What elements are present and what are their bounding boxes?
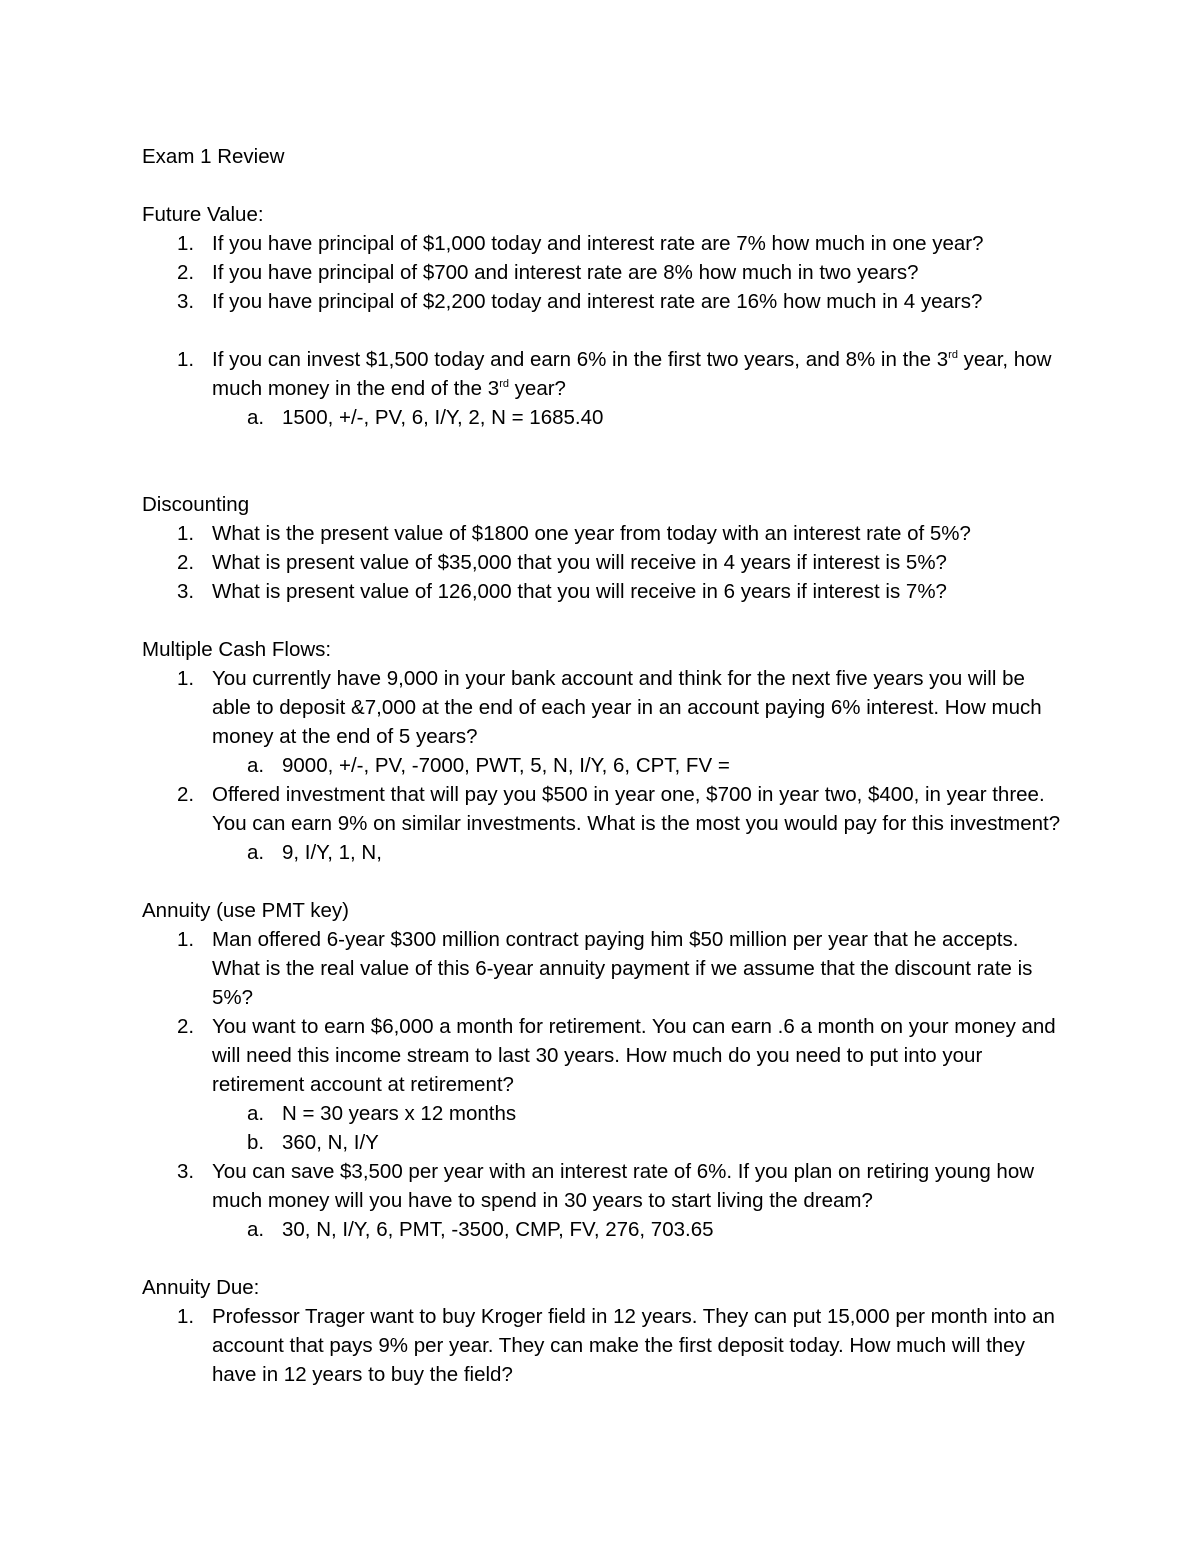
question-text: If you have principal of $700 and interest rate are 8% how much in two years? (212, 261, 919, 284)
answer-item (212, 403, 1062, 432)
sub-item-letter: a. (247, 1102, 265, 1125)
section-future-value (142, 200, 1062, 432)
question-list (142, 519, 1062, 606)
question-item (142, 780, 1062, 867)
question-text: You want to earn $6,000 a month for retirement. You can earn .6 a month on your money and will need this income stream to last 30 years. How much do you need to put into your retirement account at retirement? (212, 1015, 1056, 1096)
question-item (142, 925, 1062, 1012)
answer-text: N = 30 years x 12 months (282, 1102, 517, 1125)
question-item (142, 1012, 1062, 1157)
item-number: 1. (177, 522, 195, 545)
question-text: Professor Trager want to buy Kroger field in 12 years. They can put 15,000 per month into an account that pays 9% per year. They can make the first deposit today. How much will they have in 12 years to buy the field? (212, 1305, 1055, 1386)
answer-text: 360, N, I/Y (282, 1131, 379, 1154)
item-number: 1. (177, 928, 195, 951)
answer-list (212, 751, 1062, 780)
answer-text: 1500, +/-, PV, 6, I/Y, 2, N = 1685.40 (282, 406, 604, 429)
question-text-part: year? (508, 377, 566, 400)
question-item (142, 258, 1062, 287)
question-list (142, 229, 1062, 316)
question-item (142, 1157, 1062, 1244)
ordinal-superscript: rd (948, 349, 958, 361)
answer-text: 30, N, I/Y, 6, PMT, -3500, CMP, FV, 276, 703.65 (282, 1218, 714, 1241)
question-text: What is present value of 126,000 that you will receive in 6 years if interest is 7%? (212, 580, 947, 603)
question-item (142, 548, 1062, 577)
answer-item (212, 751, 1062, 780)
answer-item (212, 1128, 1062, 1157)
sub-item-letter: b. (247, 1131, 265, 1154)
section-heading: Discounting (142, 493, 250, 516)
question-text: What is the present value of $1800 one year from today with an interest rate of 5%? (212, 522, 971, 545)
question-item (142, 664, 1062, 780)
question-text-part: If you can invest $1,500 today and earn 6% in the first two years, and 8% in the 3 (212, 348, 949, 371)
section-heading: Annuity Due: (142, 1276, 260, 1299)
question-text: You can save $3,500 per year with an interest rate of 6%. If you plan on retiring young how much money will you have to spend in 30 years to start living the dream? (212, 1160, 1035, 1212)
question-list (142, 345, 1062, 432)
answer-item (212, 1215, 1062, 1244)
sub-item-letter: a. (247, 754, 265, 777)
question-item (142, 519, 1062, 548)
section-discounting (142, 490, 1062, 606)
section-heading: Annuity (use PMT key) (142, 899, 349, 922)
item-number: 2. (177, 1015, 195, 1038)
question-text (212, 348, 1051, 400)
question-text: If you have principal of $2,200 today and interest rate are 16% how much in 4 years? (212, 290, 983, 313)
item-number: 2. (177, 261, 195, 284)
item-number: 2. (177, 551, 195, 574)
answer-list (212, 838, 1062, 867)
question-item (142, 287, 1062, 316)
answer-list (212, 1099, 1062, 1157)
item-number: 1. (177, 232, 195, 255)
item-number: 3. (177, 290, 195, 313)
question-item (142, 345, 1062, 432)
ordinal-superscript: rd (499, 378, 509, 390)
question-text-part: year, how much money in the end of the 3 (212, 348, 1052, 400)
question-list (142, 664, 1062, 867)
answer-text: 9, I/Y, 1, N, (282, 841, 382, 864)
question-item (142, 577, 1062, 606)
question-item (142, 1302, 1062, 1389)
question-text: Man offered 6-year $300 million contract paying him $50 million per year that he accepts. What is the real value of this 6-year annuity payment if we assume that the discount rate is 5%? (212, 928, 1033, 1009)
section-annuity-due (142, 1273, 1062, 1389)
sub-item-letter: a. (247, 841, 265, 864)
section-heading: Future Value: (142, 203, 264, 226)
item-number: 1. (177, 667, 195, 690)
item-number: 2. (177, 783, 195, 806)
answer-item (212, 1099, 1062, 1128)
section-multiple-cash-flows (142, 635, 1062, 867)
question-text: You currently have 9,000 in your bank account and think for the next five years you will be able to deposit &7,000 at the end of each year in an account paying 6% interest. How much money at the end of 5 years? (212, 667, 1042, 748)
answer-list (212, 1215, 1062, 1244)
question-list (142, 925, 1062, 1244)
question-list (142, 1302, 1062, 1389)
item-number: 3. (177, 1160, 195, 1183)
question-text: What is present value of $35,000 that you will receive in 4 years if interest is 5%? (212, 551, 947, 574)
question-text: Offered investment that will pay you $500 in year one, $700 in year two, $400, in year three. You can earn 9% on similar investments. What is the most you would pay for this investment? (212, 783, 1061, 835)
sub-item-letter: a. (247, 406, 265, 429)
item-number: 3. (177, 580, 195, 603)
answer-item (212, 838, 1062, 867)
item-number: 1. (177, 348, 195, 371)
question-item (142, 229, 1062, 258)
answer-text: 9000, +/-, PV, -7000, PWT, 5, N, I/Y, 6, CPT, FV = (282, 754, 730, 777)
answer-list (212, 403, 1062, 432)
item-number: 1. (177, 1305, 195, 1328)
question-text: If you have principal of $1,000 today and interest rate are 7% how much in one year? (212, 232, 984, 255)
document-title: Exam 1 Review (142, 145, 285, 168)
sub-item-letter: a. (247, 1218, 265, 1241)
document-page (142, 142, 1062, 1389)
section-heading: Multiple Cash Flows: (142, 638, 332, 661)
section-annuity (142, 896, 1062, 1244)
